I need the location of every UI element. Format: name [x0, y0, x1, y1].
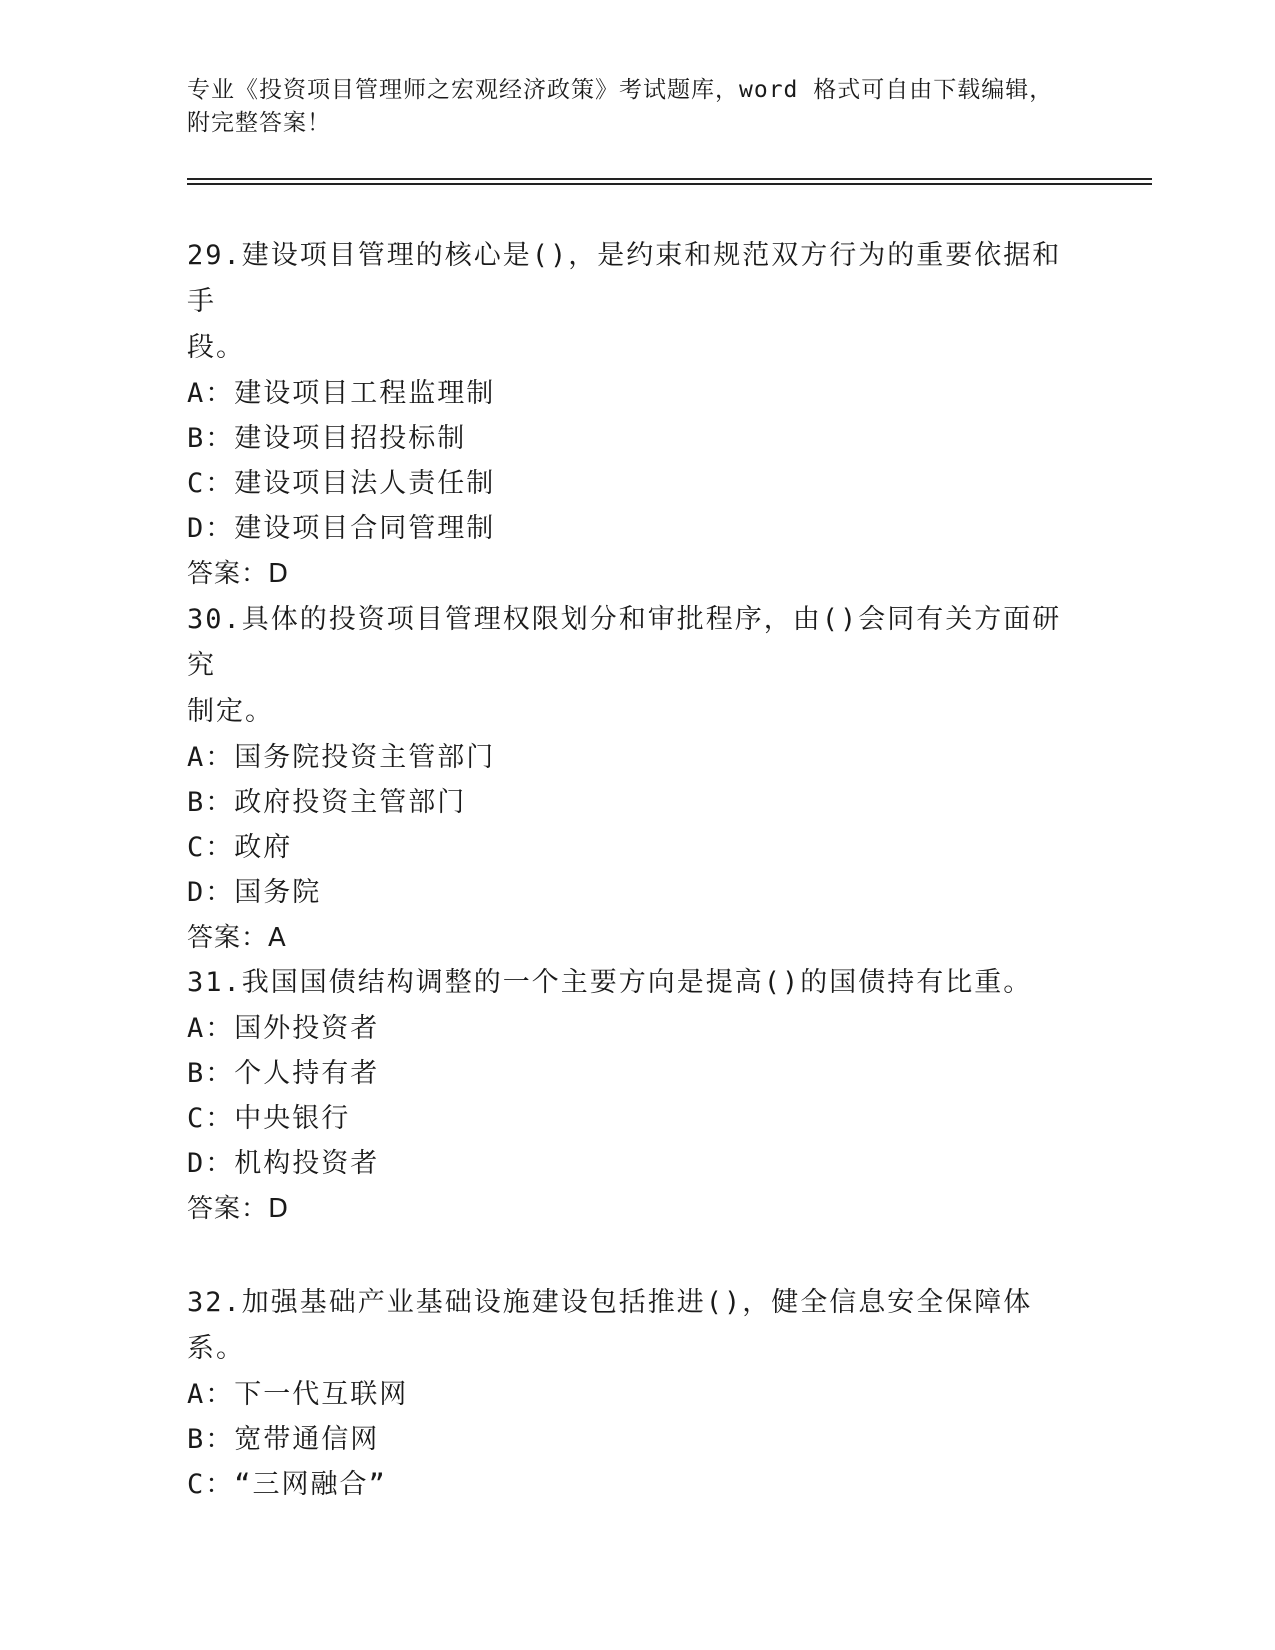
question-stem-line: 制定。	[187, 696, 274, 727]
answer: 答案：A	[187, 923, 287, 953]
question-stem-line: 29.建设项目管理的核心是()，是约束和规范双方行为的重要依据和手	[187, 240, 1062, 317]
option-d: D：国务院	[187, 877, 322, 908]
option-c: C：“三网融合”	[187, 1469, 387, 1500]
question-30	[187, 597, 1087, 961]
option-a: A：建设项目工程监理制	[187, 378, 496, 409]
option-d: D：机构投资者	[187, 1148, 380, 1179]
option-b: B：政府投资主管部门	[187, 787, 467, 818]
option-a: A：国外投资者	[187, 1013, 380, 1044]
document-header	[187, 74, 1087, 140]
option-c: C：政府	[187, 832, 293, 863]
option-b: B：建设项目招投标制	[187, 423, 467, 454]
header-divider-top	[187, 178, 1152, 180]
header-line-1: 专业《投资项目管理师之宏观经济政策》考试题库，word 格式可自由下载编辑，	[187, 77, 1054, 103]
question-stem-line: 32.加强基础产业基础设施建设包括推进()，健全信息安全保障体系。	[187, 1287, 1033, 1364]
option-b: B：个人持有者	[187, 1058, 380, 1089]
question-stem-line: 30.具体的投资项目管理权限划分和审批程序，由()会同有关方面研究	[187, 604, 1062, 681]
answer: 答案：D	[187, 559, 290, 589]
option-c: C：建设项目法人责任制	[187, 468, 496, 499]
option-a: A：下一代互联网	[187, 1379, 409, 1410]
header-line-2: 附完整答案！	[187, 110, 331, 136]
question-32	[187, 1280, 1087, 1507]
question-29	[187, 233, 1087, 597]
option-a: A：国务院投资主管部门	[187, 742, 496, 773]
option-d: D：建设项目合同管理制	[187, 513, 496, 544]
option-b: B：宽带通信网	[187, 1424, 380, 1455]
question-stem-line: 31.我国国债结构调整的一个主要方向是提高()的国债持有比重。	[187, 967, 1033, 998]
header-divider-bottom	[187, 183, 1152, 185]
question-31	[187, 960, 1087, 1232]
answer: 答案：D	[187, 1194, 290, 1224]
option-c: C：中央银行	[187, 1103, 351, 1134]
question-stem-line: 段。	[187, 332, 245, 363]
